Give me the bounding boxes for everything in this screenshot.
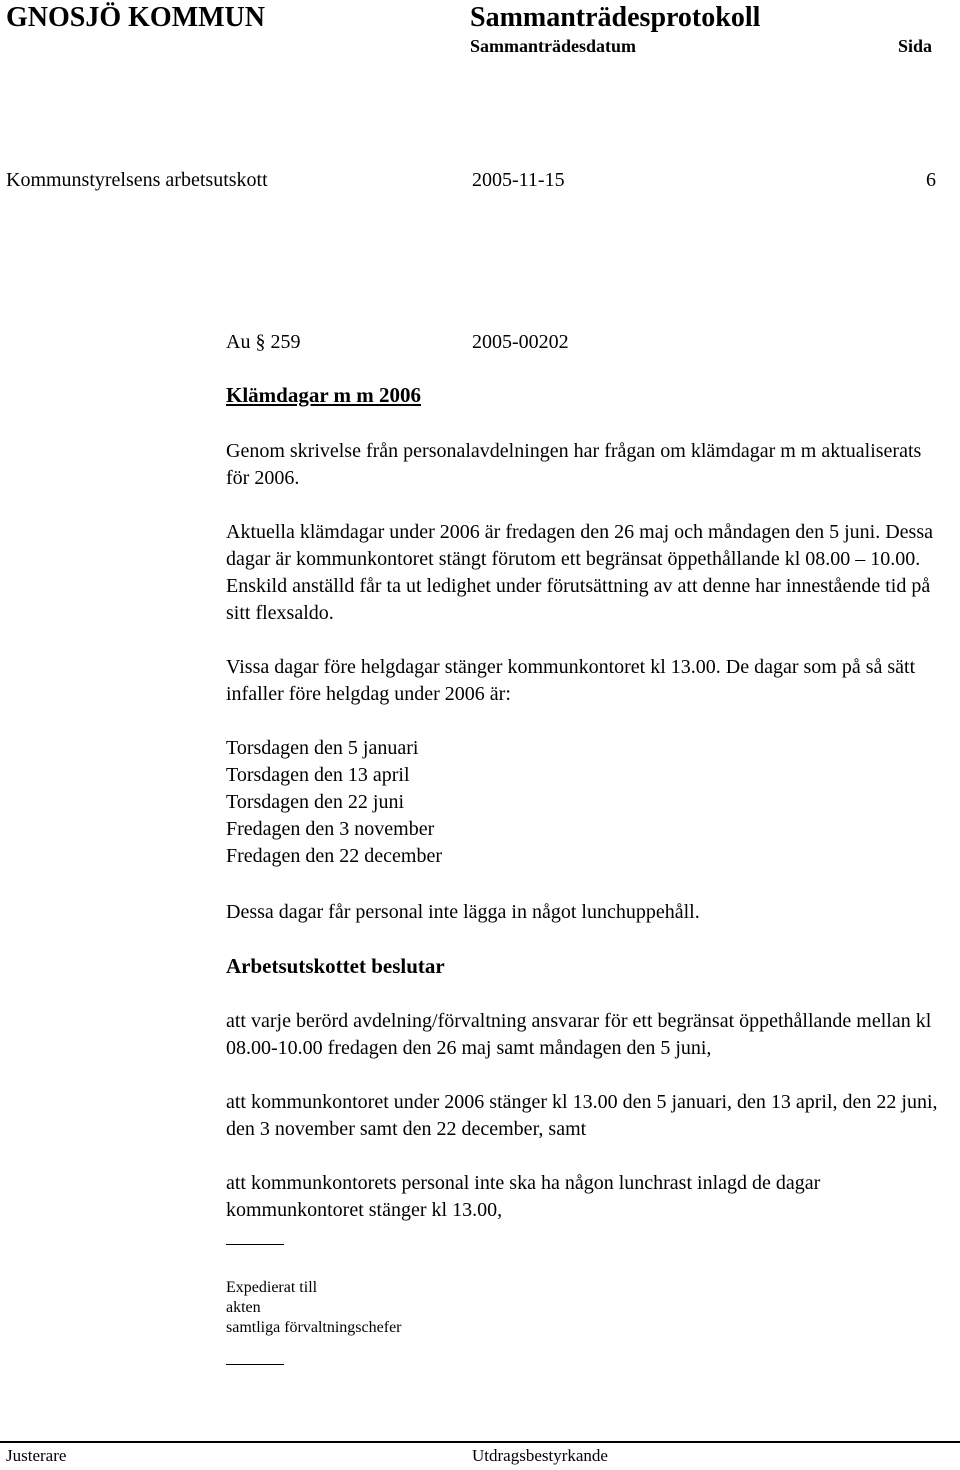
footer-certification-label: Utdragsbestyrkande xyxy=(472,1446,608,1465)
list-item: Fredagen den 3 november xyxy=(226,818,435,840)
distribution-recipient: akten xyxy=(226,1299,261,1316)
paragraph-background: Genom skrivelse från personalavdelningen har frågan om klämdagar m m aktualiserats för 2006. xyxy=(226,440,922,489)
separator-line xyxy=(226,1364,284,1365)
decision-heading: Arbetsutskottet beslutar xyxy=(226,954,445,978)
paragraph-early-closing: Vissa dagar före helgdagar stänger kommunkontoret kl 13.00. De dagar som på så sätt infaller före helgdag under 2006 är: xyxy=(226,656,916,705)
item-title: Klämdagar m m 2006 xyxy=(226,383,422,407)
list-item: Torsdagen den 13 april xyxy=(226,764,410,786)
footer-rule xyxy=(0,1441,960,1443)
page-label: Sida xyxy=(898,36,933,56)
separator-line xyxy=(226,1244,284,1245)
document-type: Sammanträdesprotokoll xyxy=(470,2,761,33)
list-item: Torsdagen den 5 januari xyxy=(226,737,419,759)
organization-name: GNOSJÖ KOMMUN xyxy=(6,2,265,33)
paragraph-bridge-days: Aktuella klämdagar under 2006 är fredagen den 26 maj och måndagen den 5 juni. Dessa dagar är kommunkontoret stängt förutom ett begränsat öppethållande kl 08.00 – 10.00. Enskild anställd får ta ut ledighet under förutsättning av att denne har innestående tid på sitt flexsaldo. xyxy=(226,521,933,624)
paragraph-number: Au § 259 xyxy=(226,331,301,353)
distribution-label: Expedierat till xyxy=(226,1279,318,1296)
decision-clause: att kommunkontorets personal inte ska ha någon lunchrast inlagd de dagar kommunkontoret stänger kl 13.00, xyxy=(226,1172,821,1221)
date-label: Sammanträdesdatum xyxy=(470,36,637,56)
distribution-list xyxy=(226,1278,402,1338)
page-number: 6 xyxy=(926,169,936,191)
list-item: Fredagen den 22 december xyxy=(226,845,443,867)
committee-name: Kommunstyrelsens arbetsutskott xyxy=(6,169,268,191)
case-number: 2005-00202 xyxy=(472,331,569,353)
meeting-date: 2005-11-15 xyxy=(472,169,565,191)
decision-clause: att kommunkontoret under 2006 stänger kl 13.00 den 5 januari, den 13 april, den 22 juni, den 3 november samt den 22 december, samt xyxy=(226,1091,938,1140)
list-item: Torsdagen den 22 juni xyxy=(226,791,405,813)
paragraph-lunch: Dessa dagar får personal inte lägga in något lunchuppehåll. xyxy=(226,901,700,923)
early-closing-days-list xyxy=(226,735,946,870)
distribution-recipient: samtliga förvaltningschefer xyxy=(226,1319,402,1336)
footer-signatory-label: Justerare xyxy=(6,1446,67,1465)
decision-clause: att varje berörd avdelning/förvaltning ansvarar för ett begränsat öppethållande mellan kl 08.00-10.00 fredagen den 26 maj samt måndagen den 5 juni, xyxy=(226,1010,932,1059)
